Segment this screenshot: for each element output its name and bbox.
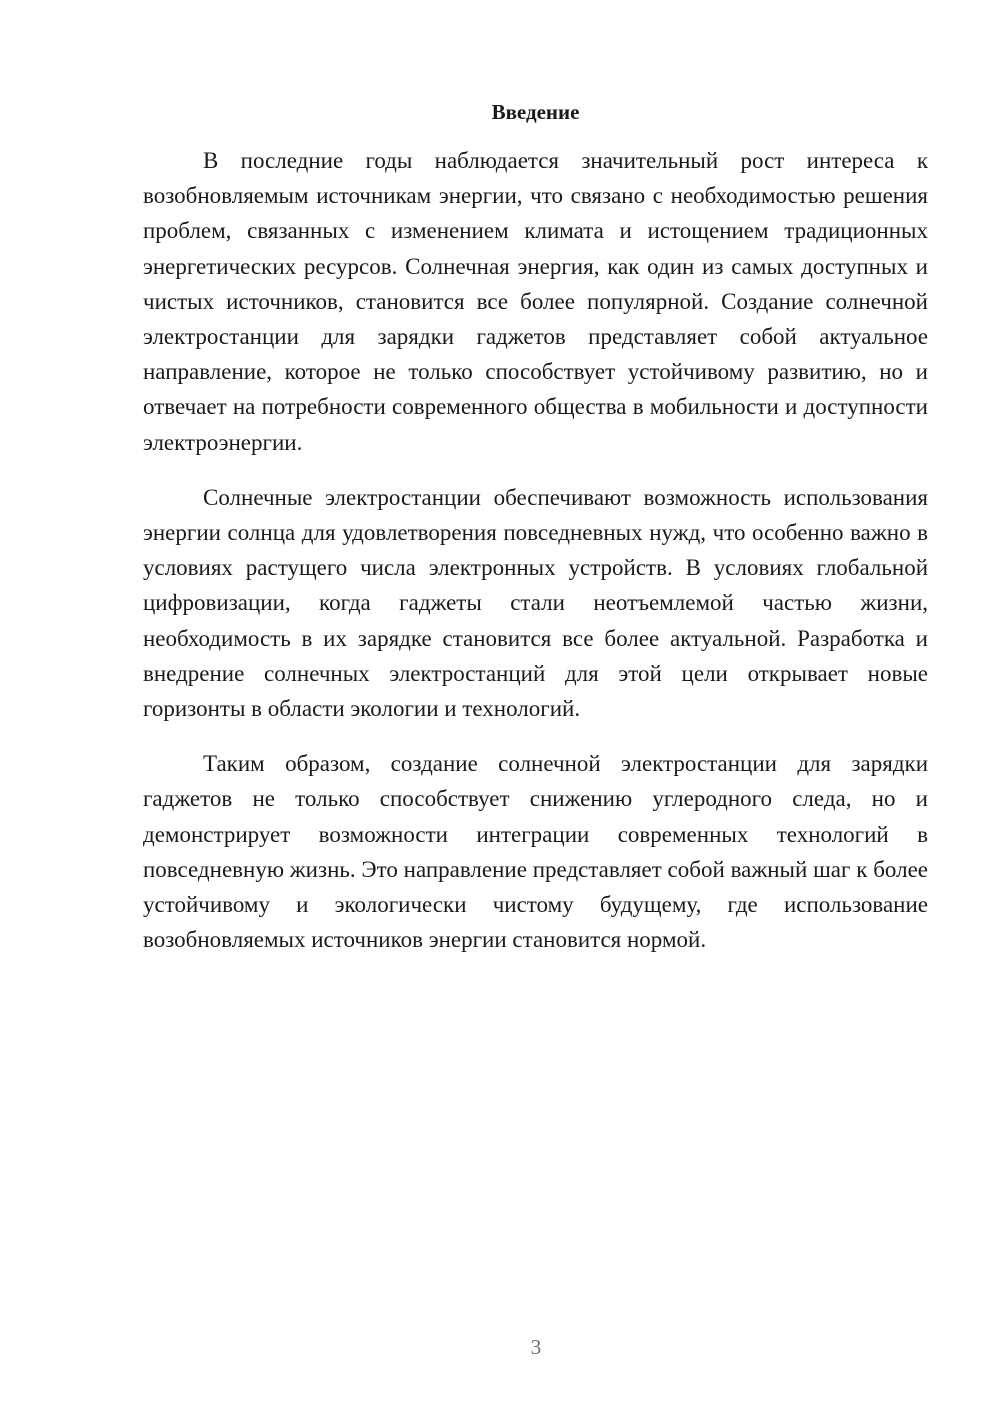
page-number: 3 (530, 1335, 542, 1359)
body-text (143, 143, 928, 957)
paragraph-2: Солнечные электростанции обеспечивают возможность использования энергии солнца для удовлетворения повседневных нужд, что особенно важно в условиях растущего числа электронных устройств. В условиях глобальной цифровизации, когда гаджеты стали неотъемлемой частью жизни, необходимость в их зарядке становится все более актуальной. Разработка и внедрение солнечных электростанций для этой цели открывает новые горизонты в области экологии и технологий. (143, 484, 928, 722)
paragraph-3: Таким образом, создание солнечной электростанции для зарядки гаджетов не только способствует снижению углеродного следа, но и демонстрирует возможности интеграции современных технологий в повседневную жизнь. Это направление представляет собой важный шаг к более устойчивому и экологически чистому будущему, где использование возобновляемых источников энергии становится нормой. (143, 751, 928, 953)
paragraph-1: В последние годы наблюдается значительный рост интереса к возобновляемым источникам энергии, что связано с необходимостью решения проблем, связанных с изменением климата и истощением традиционных энергетических ресурсов. Солнечная энергия, как один из самых доступных и чистых источников, становится все более популярной. Создание солнечной электростанции для зарядки гаджетов представляет собой актуальное направление, которое не только способствует устойчивому развитию, но и отвечает на потребности современного общества в мобильности и доступности электроэнергии. (143, 148, 928, 455)
section-heading: Введение (491, 100, 580, 124)
